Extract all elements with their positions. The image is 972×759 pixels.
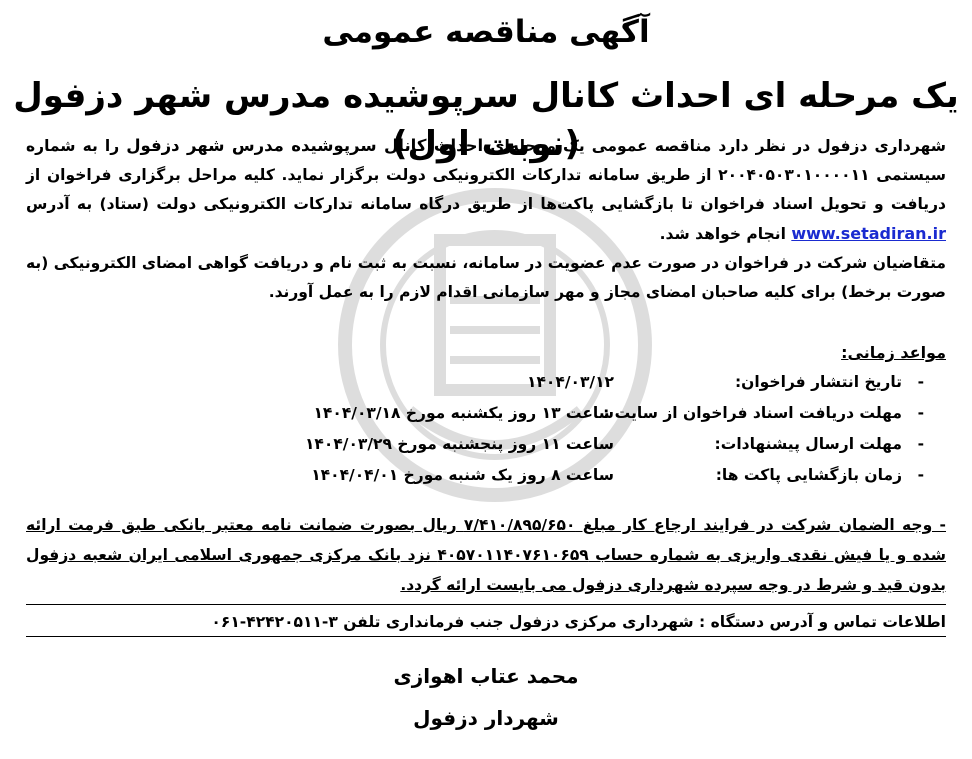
notice-body: [26, 131, 946, 307]
intro-text-a: شهرداری دزفول در نظر دارد مناقصه عمومی یک مرحله‌ای: [483, 137, 946, 155]
intro-text-b: را به شماره سیستمی ۲۰۰۴۰۵۰۳۰۱۰۰۰۰۱۱ از طریق سامانه تدارکات الکترونیکی دولت برگزار نماید. کلیه مراحل برگزاری فراخوان از دریافت و تحویل اسناد فراخوان تا بازگشایی پاکت‌ها از طریق درگاه سامانه تدارکات الکترونیکی دولت (ستاد) به آدرس: [26, 137, 946, 213]
contact-info: [26, 609, 946, 635]
bullet-dash: -: [917, 373, 924, 391]
guarantee-paragraph: [26, 510, 946, 600]
documents-deadline-label: مهلت دریافت اسناد فراخوان از سایت :: [603, 404, 902, 422]
divider-top: [26, 604, 946, 605]
bullet-dash: -: [917, 404, 924, 422]
intro-paragraph-2: متقاضیان شرکت در فراخوان در صورت عدم عضویت در سامانه، نسبت به ثبت نام و دریافت گواهی امضای الکترونیکی (به صورت برخط) برای کلیه صاحبان امضای مجاز و مهر سازمانی اقدام لازم را به عمل آورند.: [26, 254, 946, 301]
proposal-deadline-label: مهلت ارسال پیشنهادات:: [714, 435, 902, 453]
setadiran-link[interactable]: www.setadiran.ir: [791, 224, 946, 243]
bullet-dash: -: [917, 466, 924, 484]
bullet-dash: -: [917, 435, 924, 453]
project-name: احداث کانال سرپوشیده مدرس شهر دزفول: [126, 136, 484, 155]
list-item: [204, 367, 924, 398]
notice-subtitle: یک مرحله ای احداث کانال سرپوشیده مدرس شهر دزفول (نوبت اول): [13, 76, 959, 164]
documents-deadline-value: ساعت ۱۳ روز یکشنبه مورخ ۱۴۰۴/۰۳/۱۸: [313, 404, 614, 422]
contact-value: شهرداری مرکزی دزفول جنب فرمانداری تلفن ۳-۴۲۴۲۰۵۱۱-۰۶۱: [211, 613, 699, 631]
contact-label: اطلاعات تماس و آدرس دستگاه :: [699, 613, 946, 631]
list-item: [204, 429, 924, 460]
publish-date-label: تاریخ انتشار فراخوان:: [734, 373, 902, 391]
schedule-list: [204, 367, 924, 491]
opening-time-value: ساعت ۸ روز یک شنبه مورخ ۱۴۰۴/۰۴/۰۱: [311, 466, 614, 484]
publish-date-value: ۱۴۰۴/۰۳/۱۲: [526, 373, 614, 391]
guarantee-text: - وجه الضمان شرکت در فرایند ارجاع کار مبلغ ۷/۴۱۰/۸۹۵/۶۵۰ ریال بصورت ضمانت نامه معتبر بانکی طبق فرمت ارائه شده و یا فیش نقدی واریزی به شماره حساب ۴۰۵۷۰۱۱۴۰۷۶۱۰۶۵۹ نزد بانک مرکزی جمهوری اسلامی ایران شعبه دزفول بدون قید و شرط در وجه سپرده شهرداری دزفول می بایست ارائه گردد.: [26, 516, 946, 594]
signatory-title: شهردار دزفول: [413, 706, 559, 730]
proposal-deadline-value: ساعت ۱۱ روز پنجشنبه مورخ ۱۴۰۴/۰۳/۲۹: [304, 435, 614, 453]
intro-text-c: انجام خواهد شد.: [659, 225, 792, 243]
schedule-heading: مواعد زمانی:: [841, 343, 946, 362]
list-item: [204, 460, 924, 491]
intro-paragraph-1: [26, 131, 946, 249]
opening-time-label: زمان بازگشایی پاکت ها:: [715, 466, 902, 484]
signatory-name: محمد عتاب اهوازی: [393, 664, 579, 688]
notice-title: آگهی مناقصه عمومی: [322, 14, 650, 50]
divider-bottom: [26, 636, 946, 637]
list-item: [204, 398, 924, 429]
